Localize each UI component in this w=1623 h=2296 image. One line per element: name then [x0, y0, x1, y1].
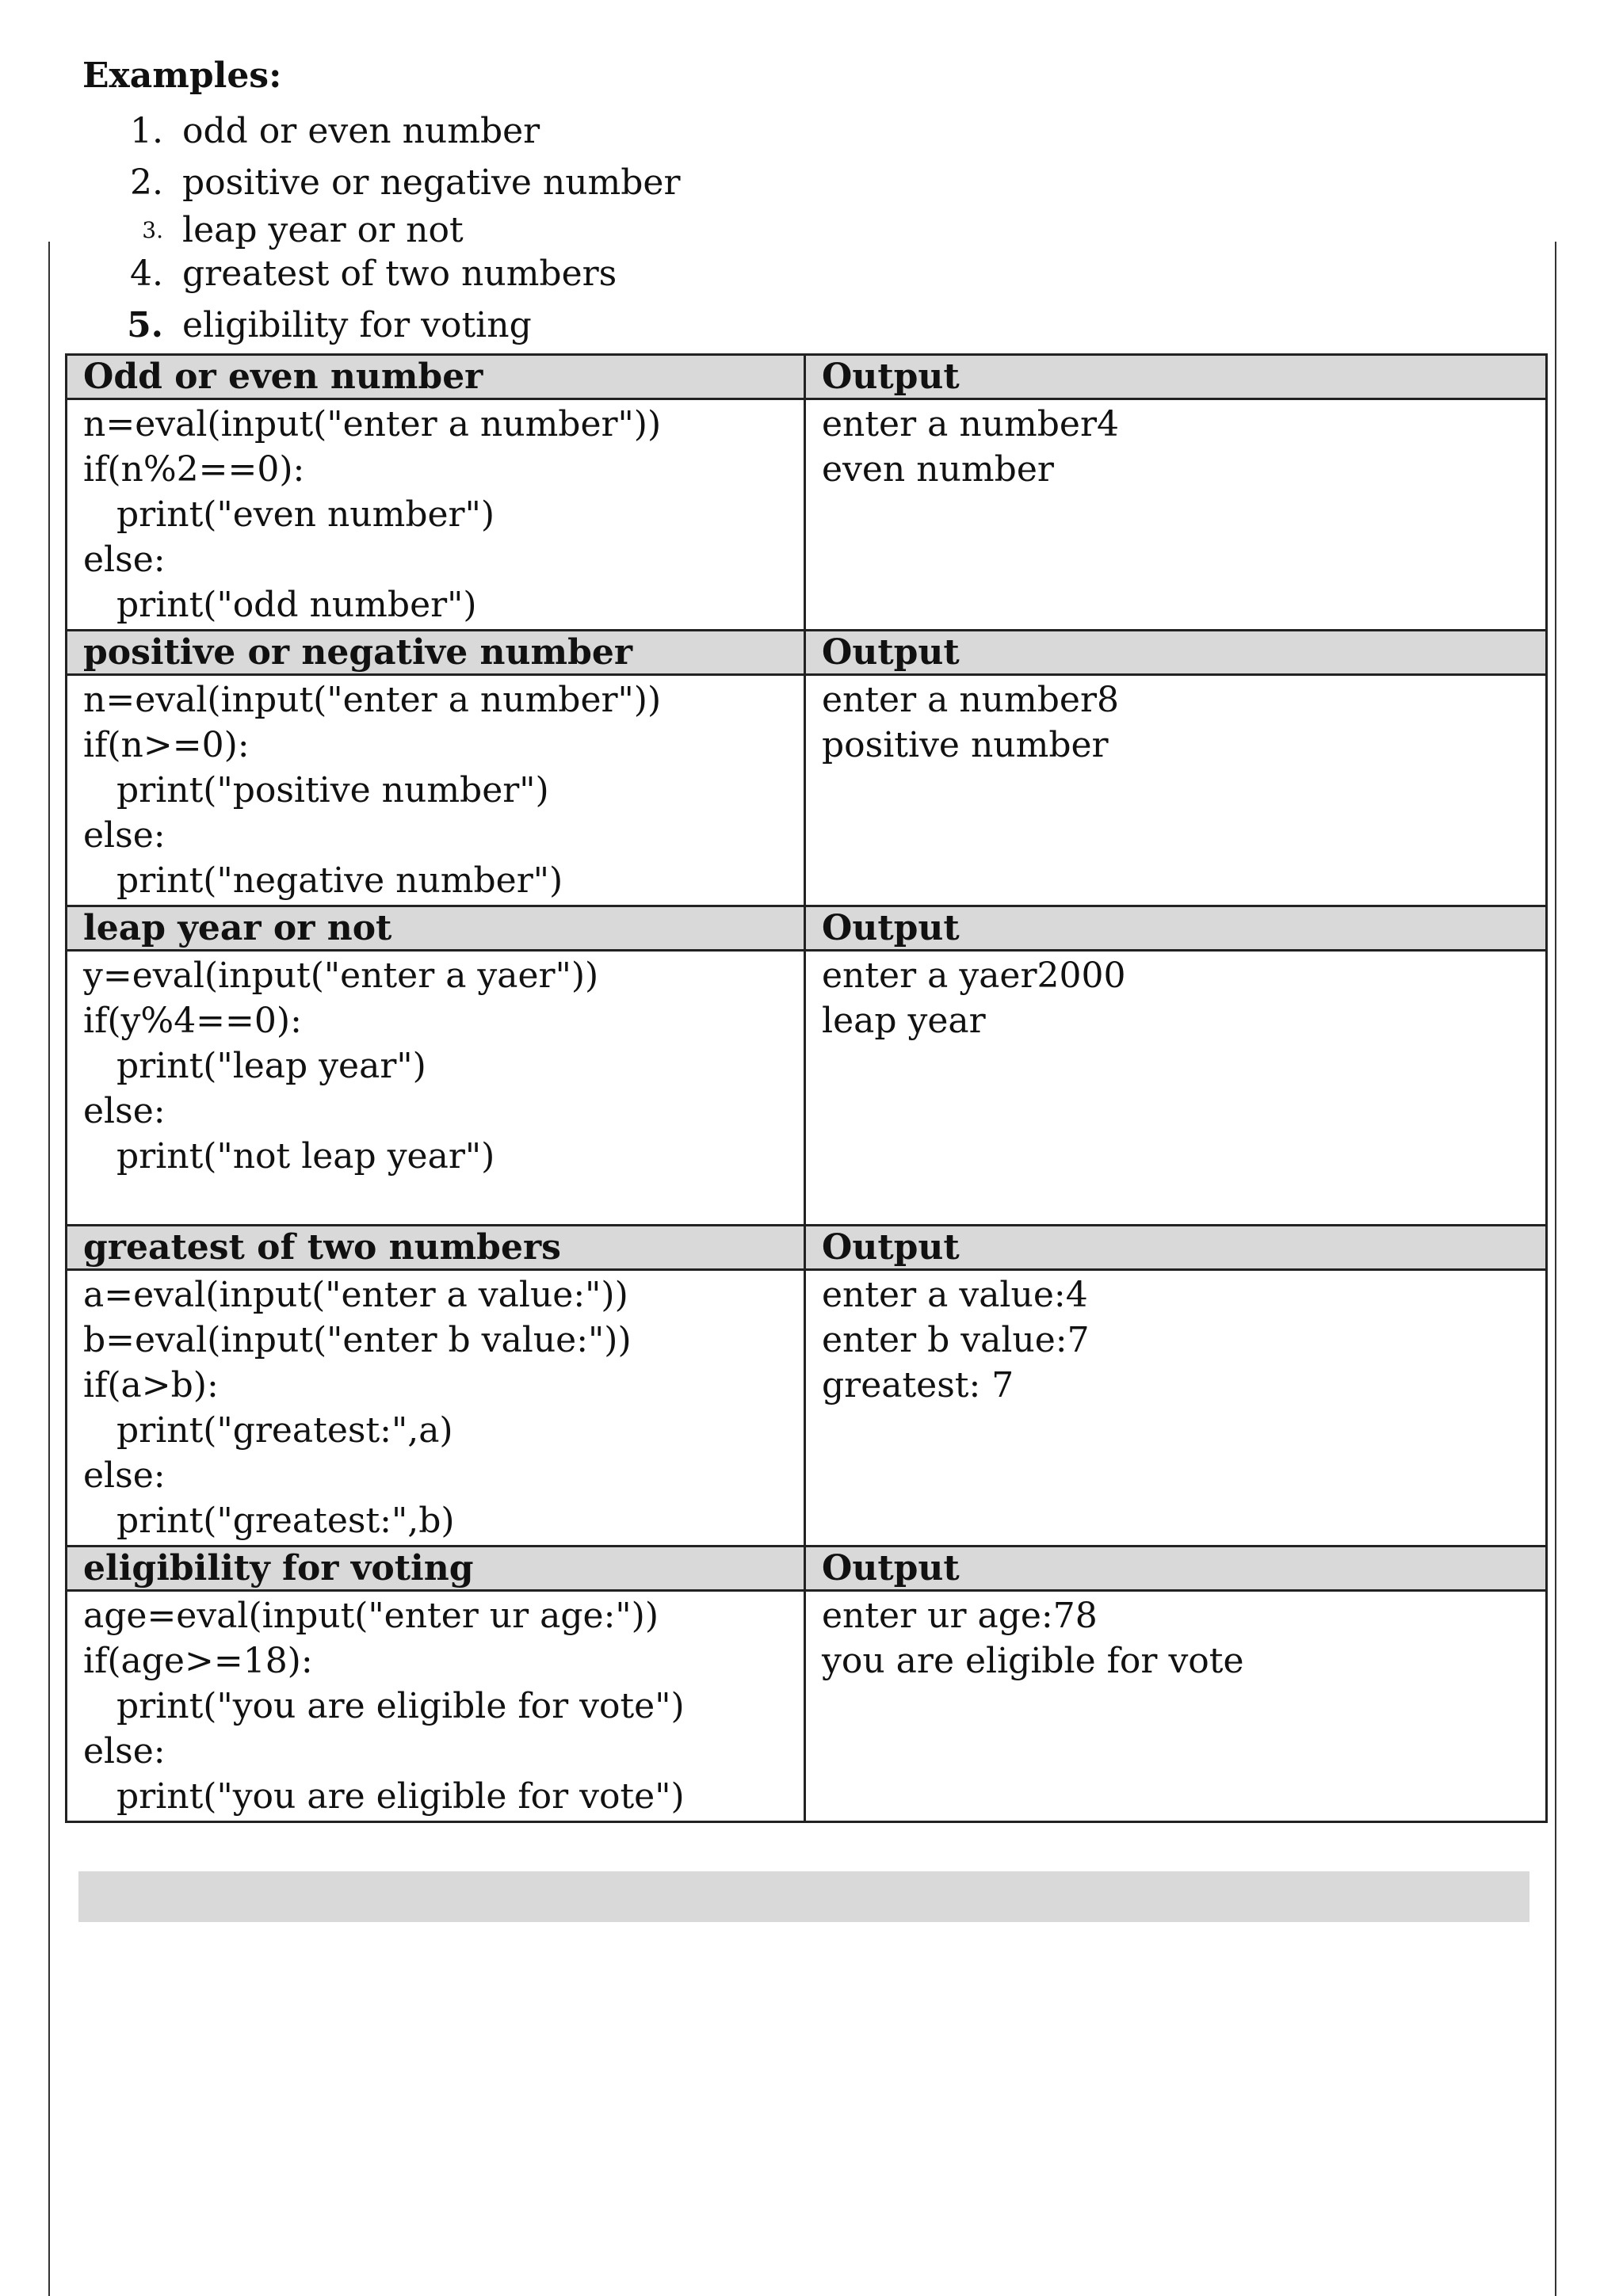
code-line: n=eval(input("enter a number")) [83, 404, 662, 444]
list-text: eligibility for voting [182, 305, 532, 345]
code-line: print("negative number") [116, 860, 563, 901]
code-line: else: [83, 815, 166, 856]
output-cell [805, 1270, 1547, 1547]
programs-table [65, 353, 1548, 1823]
code-line: print("you are eligible for vote") [116, 1686, 685, 1726]
table-row [67, 1270, 1547, 1547]
code-line: else: [83, 1731, 166, 1772]
code-line: if(n>=0): [83, 725, 250, 765]
program-title: leap year or not [67, 906, 805, 951]
program-title: greatest of two numbers [67, 1226, 805, 1270]
output-label: Output [805, 1547, 1547, 1591]
table-row [67, 399, 1547, 631]
output-cell [805, 675, 1547, 906]
output-line: you are eligible for vote [822, 1641, 1244, 1681]
list-text: leap year or not [182, 210, 464, 250]
shaded-band [78, 1871, 1529, 1922]
output-cell [805, 1591, 1547, 1822]
code-line: print("not leap year") [116, 1136, 495, 1177]
list-text: positive or negative number [182, 162, 681, 203]
table-row [67, 675, 1547, 906]
output-label: Output [805, 906, 1547, 951]
code-line: if(age>=18): [83, 1641, 313, 1681]
table-row [67, 1591, 1547, 1822]
list-number: 2. [130, 162, 163, 203]
list-number: 3. [142, 217, 163, 243]
output-line: enter a yaer2000 [822, 955, 1126, 996]
output-line: enter b value:7 [822, 1320, 1090, 1360]
code-line: age=eval(input("enter ur age:")) [83, 1596, 659, 1636]
table-header-row [67, 906, 1547, 951]
output-label: Output [805, 1226, 1547, 1270]
output-label: Output [805, 631, 1547, 675]
output-line: even number [822, 449, 1054, 490]
output-line: positive number [822, 725, 1109, 765]
code-line: else: [83, 1091, 166, 1131]
table-header-row [67, 1547, 1547, 1591]
table-header-row [67, 1226, 1547, 1270]
table-header-row [67, 631, 1547, 675]
table-header-row [67, 355, 1547, 399]
output-cell [805, 399, 1547, 631]
output-label: Output [805, 355, 1547, 399]
code-cell [67, 675, 805, 906]
output-line: greatest: 7 [822, 1365, 1014, 1405]
code-line: print("greatest:",b) [116, 1501, 455, 1541]
page-right-rule [1555, 242, 1556, 2296]
code-line: print("odd number") [116, 585, 477, 625]
code-line: n=eval(input("enter a number")) [83, 680, 662, 720]
code-line: if(a>b): [83, 1365, 219, 1405]
program-title: positive or negative number [67, 631, 805, 675]
code-line: else: [83, 540, 166, 580]
code-line: print("you are eligible for vote") [116, 1776, 685, 1817]
code-cell [67, 399, 805, 631]
list-text: greatest of two numbers [182, 254, 617, 294]
list-number: 5. [127, 305, 163, 345]
page-left-rule [48, 242, 50, 2296]
table-row [67, 951, 1547, 1226]
code-line: y=eval(input("enter a yaer")) [83, 955, 599, 996]
code-cell [67, 951, 805, 1226]
list-text: odd or even number [182, 111, 540, 151]
output-line: leap year [822, 1001, 986, 1041]
program-title: eligibility for voting [67, 1547, 805, 1591]
code-cell [67, 1270, 805, 1547]
list-number: 4. [130, 254, 163, 294]
list-number: 1. [130, 111, 163, 151]
code-line: print("greatest:",a) [116, 1410, 453, 1451]
output-cell [805, 951, 1547, 1226]
output-line: enter a value:4 [822, 1275, 1088, 1315]
output-line: enter ur age:78 [822, 1596, 1098, 1636]
code-line: a=eval(input("enter a value:")) [83, 1275, 628, 1315]
code-line: print("leap year") [116, 1046, 426, 1086]
examples-heading: Examples: [82, 55, 282, 96]
output-line: enter a number8 [822, 680, 1119, 720]
code-line: if(y%4==0): [83, 1001, 302, 1041]
code-line: print("even number") [116, 494, 495, 535]
output-line: enter a number4 [822, 404, 1119, 444]
code-line: print("positive number") [116, 770, 549, 810]
code-line: b=eval(input("enter b value:")) [83, 1320, 632, 1360]
code-line: else: [83, 1455, 166, 1496]
code-cell [67, 1591, 805, 1822]
program-title: Odd or even number [67, 355, 805, 399]
code-line: if(n%2==0): [83, 449, 305, 490]
